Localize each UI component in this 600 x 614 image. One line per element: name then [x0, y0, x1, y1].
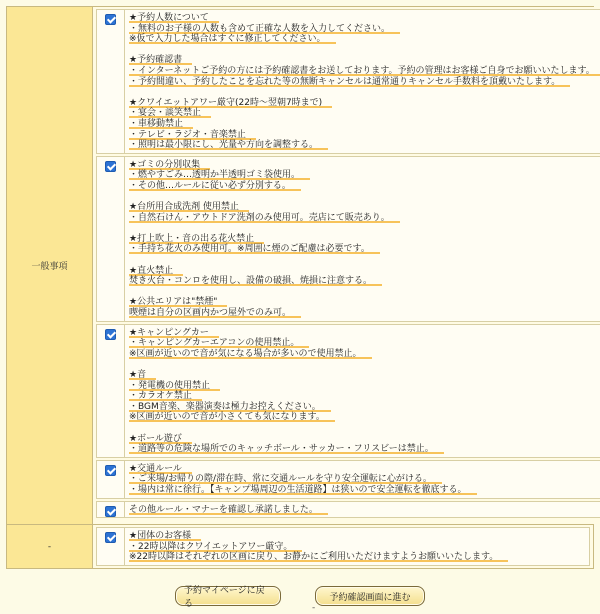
rule-text: [125, 528, 589, 565]
rule-line: ・インターネットご予約の方には予約確認書をお送しております。予約の管理はお客様ご自身でお願いいたします。: [129, 66, 600, 76]
general-section: [7, 7, 593, 525]
rule-line: ※22時以降はそれぞれの区画に戻り、お静かにご利用いただけますようお願いいたします。: [129, 552, 508, 562]
footer-buttons: [0, 586, 600, 609]
rule-line: ・燃やすごみ…透明か半透明ゴミ袋使用。: [129, 170, 310, 180]
rule-entry: [96, 156, 600, 322]
footer-separator: -: [312, 603, 316, 613]
rule-heading: ★打上吹上・音の出る花火禁止: [129, 234, 264, 244]
checkbox-cell: [97, 10, 125, 153]
agree-checkbox[interactable]: [105, 329, 116, 340]
checkbox-cell: [97, 461, 125, 498]
checkbox-cell: [97, 528, 125, 565]
section-label-group: -: [7, 525, 93, 568]
rule-line: ・無料のお子様の人数も含めて正確な人数を入力してください。: [129, 24, 400, 34]
rule-line: ・宴会・談笑禁止: [129, 108, 211, 118]
rule-text: [125, 10, 600, 153]
rule-heading: ★団体のお客様: [129, 531, 201, 541]
rule-block: [129, 266, 600, 287]
rule-block: [129, 13, 600, 45]
rule-heading: ★公共エリアは"禁煙": [129, 297, 227, 307]
rule-line: ・場内は常に徐行。【キャンプ場周辺の生活道路】は狭いので安全運転を徹底する。: [129, 485, 477, 495]
rule-heading: ★直火禁止: [129, 266, 183, 276]
group-entries: [93, 525, 593, 568]
rule-block: [129, 370, 600, 423]
rules-table: [6, 6, 594, 569]
section-label-general: 一般事項: [7, 7, 93, 524]
rule-entry: [96, 324, 600, 458]
rule-entry: [96, 527, 590, 566]
rule-heading: ★ゴミの分別収集: [129, 160, 210, 170]
go-to-confirmation-button[interactable]: 予約確認画面に進む: [315, 586, 425, 606]
rule-line: ※区画が近いので音が気になる場合が多いので使用禁止。: [129, 349, 372, 359]
rule-line: 焚き火台・コンロを使用し、設備の破損、焼損に注意する。: [129, 276, 382, 286]
rule-line: ・22時以降はクワイエットアワー厳守。: [129, 542, 302, 552]
rule-heading: ★キャンピングカー: [129, 328, 219, 338]
rule-line: ・車移動禁止: [129, 119, 193, 129]
rule-text: [125, 502, 600, 518]
rule-text: [125, 157, 600, 321]
rule-heading: ★台所用合成洗剤 使用禁止: [129, 202, 249, 212]
rule-line: ・道路等の危険な場所でのキャッチボール・サッカー・フリスビーは禁止。: [129, 444, 444, 454]
rule-block: [129, 297, 600, 318]
rule-block: [129, 202, 600, 223]
rule-line: ・自然石けん・アウトドア洗剤のみ使用可。売店にて販売あり。: [129, 213, 400, 223]
rule-heading: ★音: [129, 370, 156, 380]
group-section: [7, 525, 593, 568]
rule-block: [129, 434, 600, 455]
rule-entry: [96, 460, 600, 499]
rule-block: [129, 55, 600, 87]
rule-line: ・予約間違い、予約したことを忘れた等の無断キャンセルは通常通りキャンセル手数料を頂戴いたします。: [129, 77, 570, 87]
rule-heading: ★予約確認書: [129, 55, 192, 65]
rule-entry: [96, 9, 600, 154]
rule-line: ・照明は最小限にし、光量や方向を調整する。: [129, 140, 328, 150]
rule-block: [129, 234, 600, 255]
rule-line: ・ご来場/お帰りの際/滞在時、常に交通ルールを守り安全運転に心がける。: [129, 474, 442, 484]
back-to-mypage-button[interactable]: 予約マイページに戻る: [175, 586, 281, 606]
rule-line: ・テレビ・ラジオ・音楽禁止: [129, 130, 256, 140]
rule-line: ・BGM音楽、楽器演奏は極力お控えください。: [129, 402, 331, 412]
rule-entry: [96, 501, 600, 519]
agree-checkbox[interactable]: [105, 465, 116, 476]
rule-block: [129, 98, 600, 151]
rule-line: ※区画が近いので音が小さくても気になります。: [129, 412, 335, 422]
agree-checkbox[interactable]: [105, 14, 116, 25]
rule-text: [125, 325, 600, 457]
rule-text: [125, 461, 600, 498]
rule-line: ・キャンピングカーエアコンの使用禁止。: [129, 338, 309, 348]
rule-heading: ★ボール遊び: [129, 434, 192, 444]
rule-block: [129, 505, 600, 516]
rule-line: ・その他…ルールに従い必ず分別する。: [129, 181, 301, 191]
rule-line: ・カラオケ禁止: [129, 391, 202, 401]
checkbox-cell: [97, 157, 125, 321]
rule-line: 喫煙は自分の区画内かつ屋外でのみ可。: [129, 308, 301, 318]
rule-block: [129, 464, 600, 496]
rule-line: ・発電機の使用禁止: [129, 381, 220, 391]
rule-line: ・手持ち花火のみ使用可。※周囲に煙のご配慮は必要です。: [129, 244, 380, 254]
agree-checkbox[interactable]: [105, 506, 116, 517]
general-entries: [93, 7, 600, 524]
rule-block: [129, 531, 585, 563]
checkbox-cell: [97, 502, 125, 518]
agree-checkbox[interactable]: [105, 532, 116, 543]
rule-heading: ★予約人数について: [129, 13, 219, 23]
rule-heading: ★クワイエットアワー厳守(22時～翌朝7時まで): [129, 98, 332, 108]
rule-heading: ★交通ルール: [129, 464, 192, 474]
rule-heading: その他ルール・マナーを確認し承諾しました。: [129, 505, 328, 515]
rule-block: [129, 160, 600, 192]
agree-checkbox[interactable]: [105, 161, 116, 172]
rule-block: [129, 328, 600, 360]
checkbox-cell: [97, 325, 125, 457]
rule-line: ※仮で入力した場合はすぐに修正してください。: [129, 34, 336, 44]
